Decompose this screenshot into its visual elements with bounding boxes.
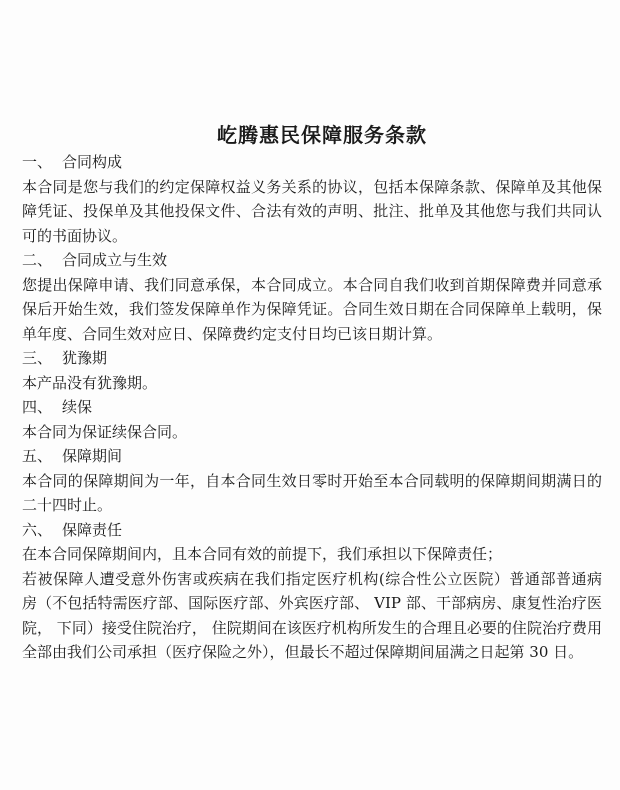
section-number: 二、 (22, 251, 53, 269)
section-title: 合同成立与生效 (62, 251, 168, 269)
section-paragraph: 本合同为保证续保合同。 (22, 422, 188, 441)
section-contract-effect (22, 248, 602, 346)
section-number: 四、 (22, 398, 53, 416)
section-title: 续保 (62, 398, 93, 416)
section-title: 保障期间 (62, 447, 123, 465)
section-heading (22, 346, 602, 371)
section-paragraph: 您提出保障申请、我们同意承保，本合同成立。本合同自我们收到首期保障费并同意承保后开始生效，我们签发保障单作为保障凭证。合同生效日期在合同保障单上载明，保单年度、合同生效对应日、保障费约定支付日均已该日期计算。 (22, 275, 602, 343)
section-renewal (22, 395, 602, 444)
section-coverage-period (22, 444, 602, 518)
section-heading (22, 518, 602, 543)
section-coverage-liability (22, 518, 602, 665)
section-heading (22, 248, 602, 273)
section-paragraph: 在本合同保障期间内，且本合同有效的前提下，我们承担以下保障责任； (22, 545, 503, 563)
section-paragraph: 若被保障人遭受意外伤害或疾病在我们指定医疗机构(综合性公立医院）普通部普通病 房（不包括特需医疗部、国际医疗部、外宾医疗部、 VIP 部、干部病房、康复性治疗医 院， 下同）接受住院治疗， 住院期间在该医疗机构所发生的合理且必要的住院治疗费用全部由我们公司承担（医疗保险之外），但最长不超过保障期间届满之日起第 30 日。 (22, 569, 602, 661)
section-heading (22, 444, 602, 469)
section-title: 合同构成 (62, 153, 123, 171)
section-contract-composition (22, 150, 602, 248)
section-paragraph: 本合同的保障期间为一年，自本合同生效日零时开始至本合同载明的保障期间期满日的二十四时止。 (22, 471, 602, 514)
section-title: 保障责任 (62, 520, 123, 539)
section-title: 犹豫期 (62, 349, 108, 367)
terms-document (22, 120, 602, 665)
section-heading (22, 395, 602, 420)
section-paragraph: 本合同是您与我们的约定保障权益义务关系的协议，包括本保障条款、保障单及其他保障凭证、投保单及其他投保文件、合法有效的声明、批注、批单及其他您与我们共同认可的书面协议。 (22, 177, 602, 245)
section-number: 一、 (22, 153, 53, 171)
section-number: 三、 (22, 349, 53, 367)
section-heading (22, 150, 602, 175)
document-title: 屹腾惠民保障服务条款 (217, 123, 427, 147)
section-cooling-off-period (22, 346, 602, 395)
section-paragraph: 本产品没有犹豫期。 (22, 373, 158, 392)
section-number: 六、 (22, 520, 53, 539)
section-number: 五、 (22, 447, 53, 465)
